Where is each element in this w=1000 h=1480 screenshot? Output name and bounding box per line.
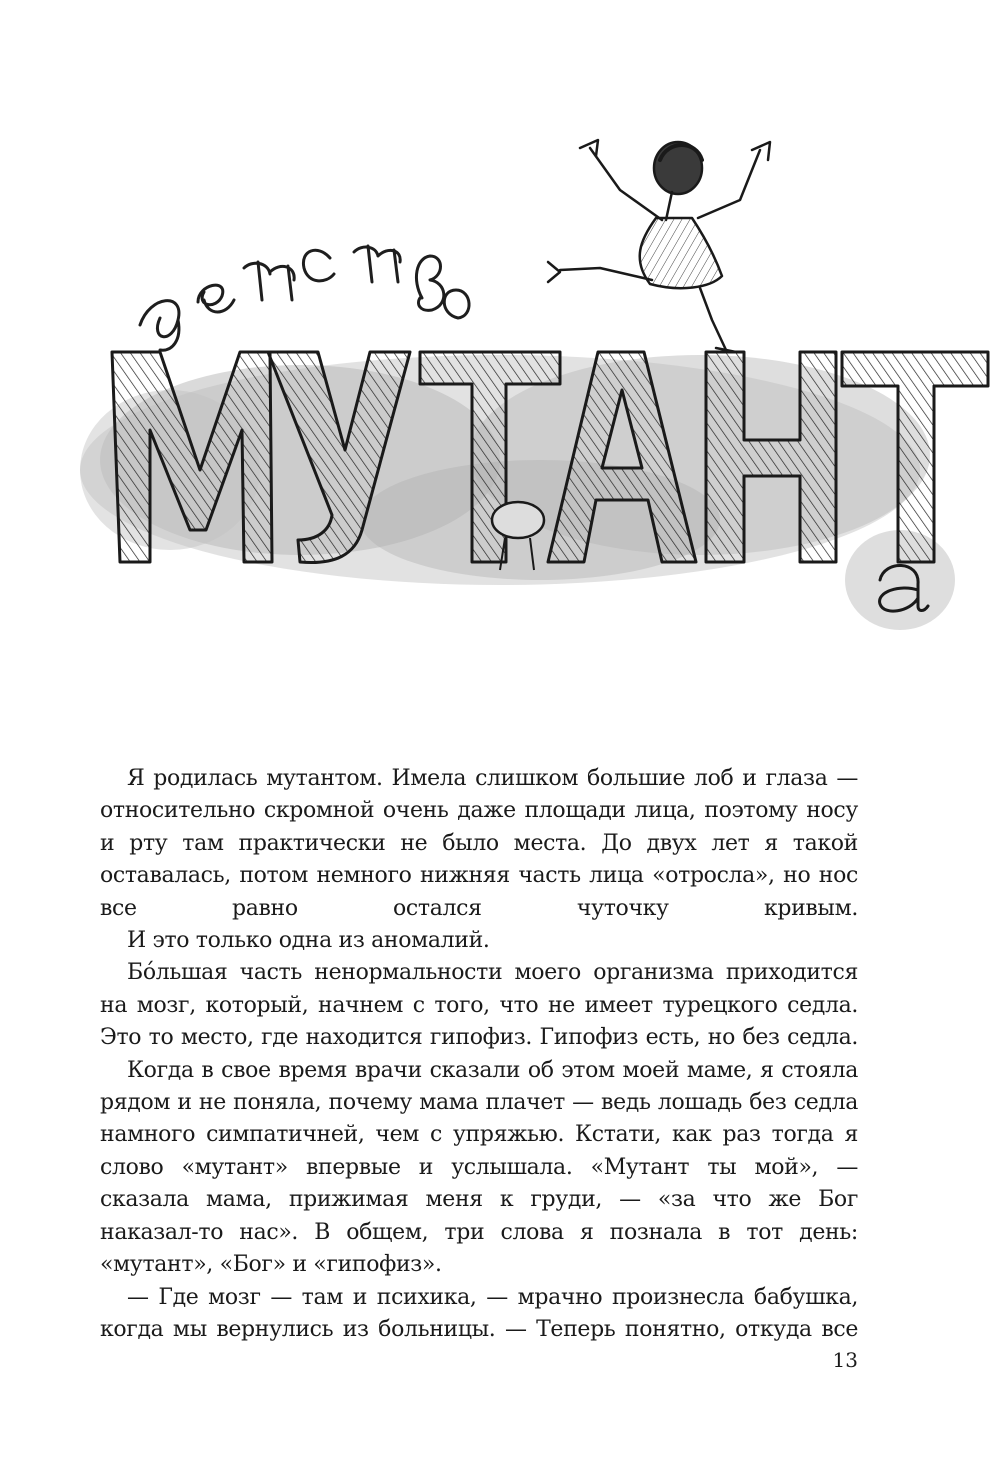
girl-figure xyxy=(548,140,770,352)
title-artwork xyxy=(0,0,1000,660)
script-title xyxy=(140,246,469,350)
paragraph: И это только одна из аномалий. xyxy=(127,928,490,954)
body-text xyxy=(100,763,858,1346)
paragraph: Бо́льшая часть ненормальности моего организма приходится на мозг, который, начнем с того, что не имеет турецкого седла. Это то место, где находится гипофиз. Гипофиз есть, но без седла. xyxy=(100,960,858,1051)
paragraph: Я родилась мутантом. Имела слишком большие лоб и глаза — относительно скромной очень даже площади лица, поэтому носу и рту там практически не было места. До двух лет я такой оставалась, потом немного нижняя часть лица «отросла», но нос все равно остался чуточку кривым. xyxy=(100,766,858,921)
paragraph: — Где мозг — там и психика, — мрачно произнесла бабушка, когда мы вернулись из больницы. — Теперь понятно, откуда все xyxy=(100,1284,858,1342)
paragraph: Когда в свое время врачи сказали об этом моей маме, я стояла рядом и не поняла, почему мама плачет — ведь лошадь без седла намного симпатичней, чем с упряжью. Кстати, как раз тогда я слово «мутант» впервые и услышала. «Мутант ты мой», — сказала мама, прижимая меня к груди, — «за что же Бог наказал-то нас». В общем, три слова я познала в тот день: «мутант», «Бог» и «гипофиз». xyxy=(100,1057,858,1278)
page-number: 13 xyxy=(832,1348,858,1372)
title-illustration xyxy=(0,0,1000,660)
